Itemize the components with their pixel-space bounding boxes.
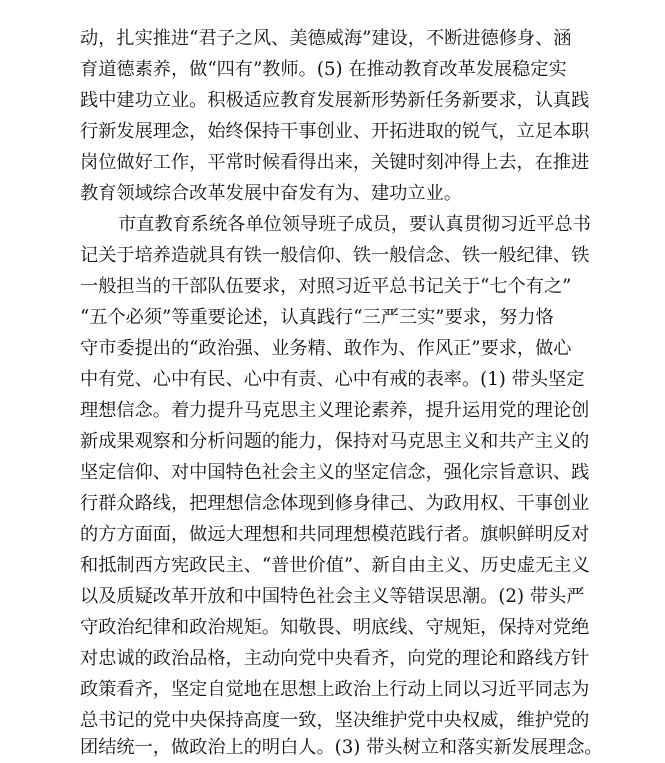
text-line: 和抵制西方宪政民主、“普世价值”、新自由主义、历史虚无主义 [80,555,590,576]
text-line: 践中建功立业。积极适应教育发展新形势新任务新要求，认真践 [80,90,590,111]
text-line: 理想信念。着力提升马克思主义理论素养，提升运用党的理论创 [80,400,590,421]
text-line: 以及质疑改革开放和中国特色社会主义等错误思潮。(2) 带头严 [80,586,585,607]
text-line: 育道德素养，做“四有”教师。(5) 在推动教育改革发展稳定实 [80,59,567,80]
text-line: 中有党、心中有民、心中有责、心中有戒的表率。(1) 带头坚定 [80,369,585,390]
text-line: 的方方面面，做远大理想和共同理想模范践行者。旗帜鲜明反对 [80,524,590,545]
text-line: 守政治纪律和政治规矩。知敬畏、明底线、守规矩，保持对党绝 [80,617,590,638]
text-line: 新成果观察和分析问题的能力，保持对马克思主义和共产主义的 [80,431,590,452]
text-line: 教育领域综合改革发展中奋发有为、建功立业。 [80,183,462,204]
text-line: 团结统一，做政治上的明白人。(3) 带头树立和落实新发展理念。 [80,737,603,758]
text-line: 动，扎实推进“君子之风、美德威海”建设，不断进德修身、涵 [80,28,572,49]
text-line: 守市委提出的“政治强、业务精、敢作为、作风正”要求，做心 [80,338,572,359]
text-line: 行群众路线，把理想信念体现到修身律己、为政用权、干事创业 [80,493,590,514]
text-line: 对忠诚的政治品格，主动向党中央看齐，向党的理论和路线方针 [80,648,590,669]
text-line: 记关于培养造就具有铁一般信仰、铁一般信念、铁一般纪律、铁 [80,245,590,266]
text-line: 坚定信仰、对中国特色社会主义的坚定信念，强化宗旨意识、践 [80,462,590,483]
text-line: 总书记的党中央保持高度一致，坚决维护党中央权威，维护党的 [80,710,590,731]
text-line: 政策看齐，坚定自觉地在思想上政治上行动上同以习近平同志为 [80,679,590,700]
text-line: 市直教育系统各单位领导班子成员，要认真贯彻习近平总书 [118,214,591,235]
text-line: 岗位做好工作，平常时候看得出来，关键时刻冲得上去，在推进 [80,152,590,173]
text-line: 行新发展理念，始终保持干事创业、开拓进取的锐气，立足本职 [80,121,590,142]
text-line: “五个必须”等重要论述，认真践行“三严三实”要求，努力恪 [80,307,554,328]
text-line: 一般担当的干部队伍要求，对照习近平总书记关于“七个有之” [80,276,572,297]
